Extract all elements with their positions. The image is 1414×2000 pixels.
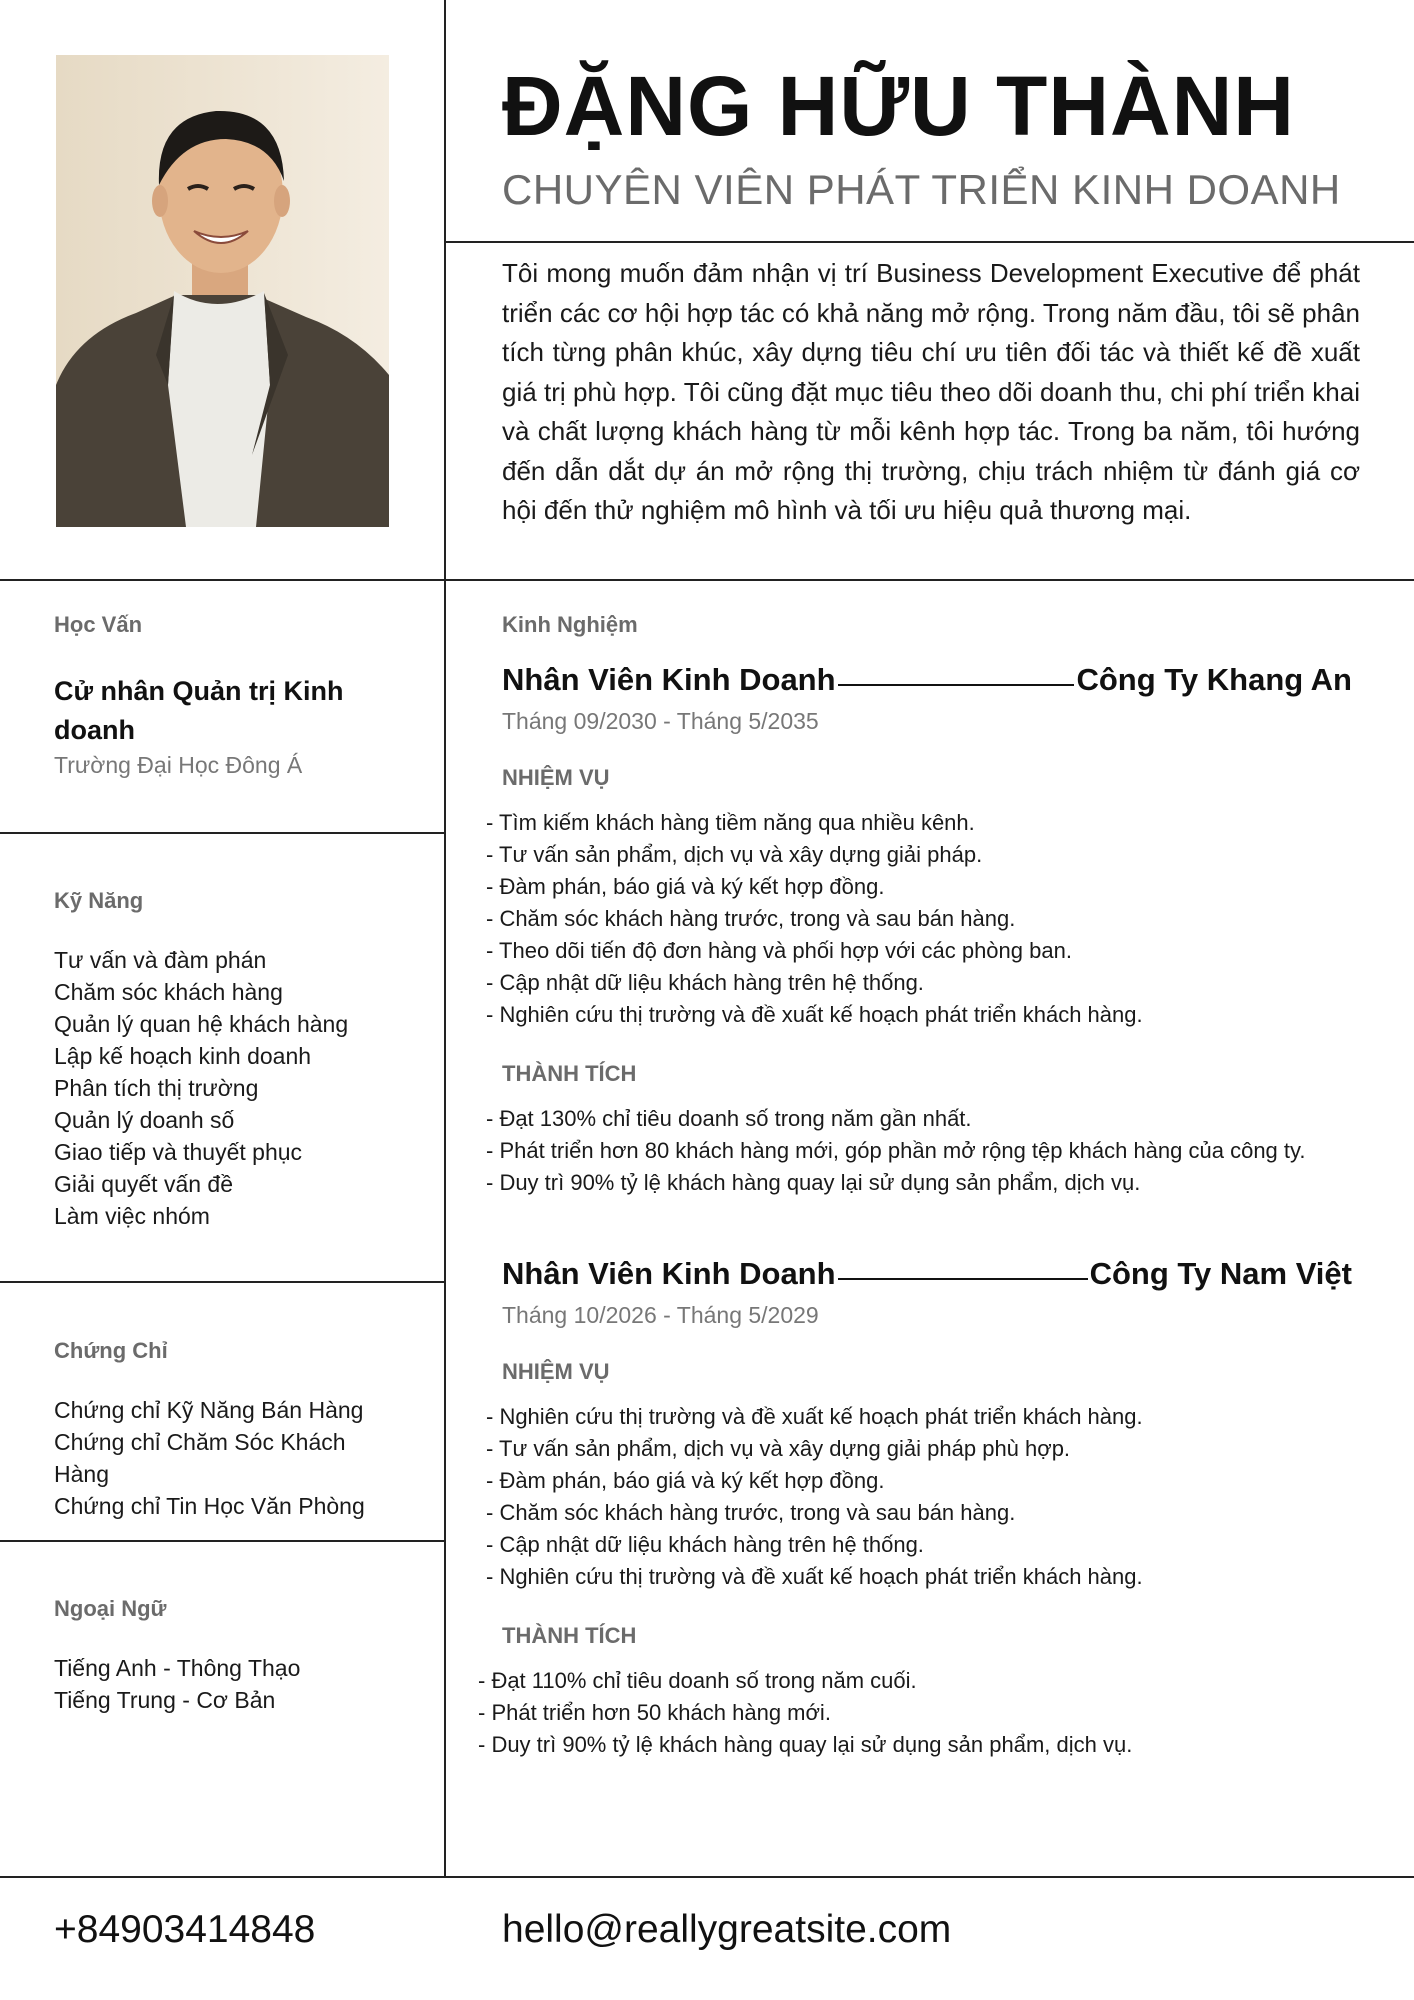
list-item: Làm việc nhóm	[54, 1203, 210, 1229]
list-item: - Duy trì 90% tỷ lệ khách hàng quay lại sử dụng sản phẩm, dịch vụ.	[486, 1170, 1141, 1195]
list-item: Chứng chỉ Kỹ Năng Bán Hàng	[54, 1397, 364, 1423]
list-item: Chăm sóc khách hàng	[54, 979, 283, 1005]
contact-phone[interactable]: +84903414848	[54, 1908, 316, 1951]
list-item: Quản lý doanh số	[54, 1107, 235, 1133]
list-item: - Đàm phán, báo giá và ký kết hợp đồng.	[486, 874, 885, 899]
list-item: - Tư vấn sản phẩm, dịch vụ và xây dựng giải pháp phù hợp.	[486, 1436, 1071, 1461]
portrait-illustration	[56, 55, 389, 527]
skills-heading: Kỹ Năng	[54, 888, 144, 913]
achievements-heading: THÀNH TÍCH	[502, 1061, 637, 1086]
job-entry	[478, 1256, 1352, 1761]
top-section-divider	[0, 579, 1414, 581]
duties-list	[486, 807, 1352, 1031]
list-item: - Đạt 110% chỉ tiêu doanh số trong năm cuối.	[478, 1668, 917, 1693]
list-item: - Nghiên cứu thị trường và đề xuất kế hoạch phát triển khách hàng.	[486, 1002, 1143, 1027]
list-item: - Đạt 130% chỉ tiêu doanh số trong năm gần nhất.	[486, 1106, 972, 1131]
education-degree: Cử nhân Quản trị Kinh doanh	[54, 676, 344, 745]
list-item: Tư vấn và đàm phán	[54, 947, 267, 973]
certificates-list	[54, 1394, 384, 1522]
job-dates: Tháng 09/2030 - Tháng 5/2035	[502, 708, 819, 734]
job-company: Công Ty Khang An	[1076, 662, 1352, 697]
certificates-heading: Chứng Chỉ	[54, 1338, 168, 1363]
education-divider	[0, 832, 446, 834]
profile-photo	[56, 55, 389, 527]
list-item: - Duy trì 90% tỷ lệ khách hàng quay lại sử dụng sản phẩm, dịch vụ.	[478, 1732, 1133, 1757]
job-company: Công Ty Nam Việt	[1089, 1256, 1352, 1291]
education-school: Trường Đại Học Đông Á	[54, 752, 303, 778]
list-item: Tiếng Trung - Cơ Bản	[54, 1687, 276, 1713]
job-entry	[486, 662, 1352, 1199]
list-item: Giao tiếp và thuyết phục	[54, 1139, 303, 1165]
footer-divider	[0, 1876, 1414, 1878]
column-divider	[444, 0, 446, 1878]
languages-heading: Ngoại Ngữ	[54, 1596, 167, 1621]
job-header	[502, 662, 1352, 706]
list-item: - Tư vấn sản phẩm, dịch vụ và xây dựng giải pháp.	[486, 842, 983, 867]
job-title: Nhân Viên Kinh Doanh	[502, 1256, 836, 1291]
list-item: Tiếng Anh - Thông Thạo	[54, 1655, 301, 1681]
list-item: Phân tích thị trường	[54, 1075, 259, 1101]
achievements-list	[478, 1665, 1352, 1761]
job-header	[502, 1256, 1352, 1300]
contact-email[interactable]: hello@reallygreatsite.com	[502, 1908, 952, 1951]
candidate-role: CHUYÊN VIÊN PHÁT TRIỂN KINH DOANH	[502, 166, 1341, 213]
duties-list	[486, 1401, 1352, 1593]
list-item: Lập kế hoạch kinh doanh	[54, 1043, 312, 1069]
certificates-divider	[0, 1540, 446, 1542]
list-item: - Cập nhật dữ liệu khách hàng trên hệ thống.	[486, 1532, 924, 1557]
experience-heading: Kinh Nghiệm	[502, 612, 638, 637]
list-item: Quản lý quan hệ khách hàng	[54, 1011, 349, 1037]
candidate-name: ĐẶNG HỮU THÀNH	[502, 59, 1295, 153]
list-item: - Phát triển hơn 80 khách hàng mới, góp phần mở rộng tệp khách hàng của công ty.	[486, 1138, 1306, 1163]
list-item: - Cập nhật dữ liệu khách hàng trên hệ thống.	[486, 970, 924, 995]
job-connector-line	[838, 1278, 1088, 1280]
list-item: Giải quyết vấn đề	[54, 1171, 234, 1197]
skills-list	[54, 944, 424, 1232]
education-heading: Học Vấn	[54, 612, 143, 637]
list-item: - Nghiên cứu thị trường và đề xuất kế hoạch phát triển khách hàng.	[486, 1564, 1143, 1589]
list-item: - Phát triển hơn 50 khách hàng mới.	[478, 1700, 831, 1725]
list-item: - Nghiên cứu thị trường và đề xuất kế hoạch phát triển khách hàng.	[486, 1404, 1143, 1429]
skills-divider	[0, 1281, 446, 1283]
header-divider	[444, 241, 1414, 243]
achievements-heading: THÀNH TÍCH	[502, 1623, 637, 1648]
list-item: - Theo dõi tiến độ đơn hàng và phối hợp với các phòng ban.	[486, 938, 1072, 963]
job-dates: Tháng 10/2026 - Tháng 5/2029	[502, 1302, 819, 1328]
list-item: - Chăm sóc khách hàng trước, trong và sau bán hàng.	[486, 1500, 1016, 1525]
job-title: Nhân Viên Kinh Doanh	[502, 662, 836, 697]
achievements-list	[486, 1103, 1352, 1199]
job-connector-line	[838, 684, 1074, 686]
duties-heading: NHIỆM VỤ	[502, 765, 610, 790]
duties-heading: NHIỆM VỤ	[502, 1359, 610, 1384]
career-objective: Tôi mong muốn đảm nhận vị trí Business Development Executive để phát triển các cơ hội hợp tác có khả năng mở rộng. Trong năm đầu, tôi sẽ phân tích từng phân khúc, xây dựng tiêu chí ưu tiên đối tác và thiết kế đề xuất giá trị phù hợp. Tôi cũng đặt mục tiêu theo dõi doanh thu, chi phí triển khai và chất lượng khách hàng từ mỗi kênh hợp tác. Trong ba năm, tôi hướng đến dẫn dắt dự án mở rộng thị trường, chịu trách nhiệm từ đánh giá cơ hội đến thử nghiệm mô hình và tối ưu hiệu quả thương mại.	[502, 258, 1360, 525]
list-item: - Chăm sóc khách hàng trước, trong và sau bán hàng.	[486, 906, 1016, 931]
languages-list	[54, 1652, 424, 1716]
list-item: - Tìm kiếm khách hàng tiềm năng qua nhiều kênh.	[486, 810, 975, 835]
list-item: Chứng chỉ Tin Học Văn Phòng	[54, 1493, 365, 1519]
list-item: Chứng chỉ Chăm Sóc Khách Hàng	[54, 1429, 346, 1487]
list-item: - Đàm phán, báo giá và ký kết hợp đồng.	[486, 1468, 885, 1493]
